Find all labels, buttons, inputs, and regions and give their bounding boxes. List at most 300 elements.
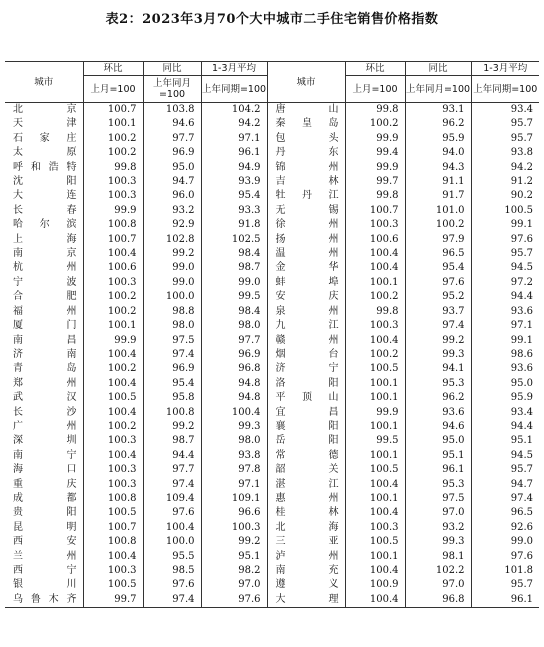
avg-value: 98.0 (201, 434, 267, 448)
header-yoy-right: 同比 (405, 62, 471, 76)
header-avg-left: 1-3月平均 (201, 62, 267, 76)
avg-value: 93.6 (471, 362, 539, 376)
avg-value: 94.5 (471, 261, 539, 275)
city-name: 岳 阳 (267, 434, 345, 448)
city-name: 西 安 (13, 536, 77, 548)
city-name: 兰 州 (13, 550, 77, 562)
mom-value: 100.5 (345, 463, 405, 477)
city-name: 南 充 (267, 564, 345, 578)
avg-value: 97.7 (201, 334, 267, 348)
mom-value: 99.8 (345, 103, 405, 118)
city-name: 南 昌 (13, 334, 77, 346)
table-row (5, 492, 539, 506)
table-row (5, 117, 539, 131)
yoy-value: 97.4 (143, 593, 201, 608)
city-name: 青 岛 (13, 363, 77, 375)
mom-value: 100.9 (345, 578, 405, 592)
table-row (5, 305, 539, 319)
yoy-value: 93.6 (405, 406, 471, 420)
mom-value: 100.3 (83, 175, 143, 189)
yoy-value: 93.2 (143, 204, 201, 218)
yoy-value: 95.4 (143, 377, 201, 391)
avg-value: 96.8 (201, 362, 267, 376)
avg-value: 94.9 (201, 161, 267, 175)
table-row (5, 521, 539, 535)
yoy-value: 100.0 (143, 290, 201, 304)
yoy-value: 100.0 (143, 535, 201, 549)
avg-value: 97.8 (201, 463, 267, 477)
yoy-value: 97.6 (143, 578, 201, 592)
mom-value: 100.2 (83, 305, 143, 319)
mom-value: 100.4 (345, 564, 405, 578)
mom-value: 100.2 (83, 146, 143, 160)
table-row (5, 593, 539, 608)
city-name: 呼和浩特 (13, 161, 77, 173)
yoy-value: 97.7 (143, 132, 201, 146)
yoy-value: 99.0 (143, 261, 201, 275)
yoy-value: 97.0 (405, 506, 471, 520)
header-mom-left: 环比 (83, 62, 143, 76)
avg-value: 95.1 (201, 550, 267, 564)
city-name: 洛 阳 (267, 377, 345, 391)
yoy-value: 97.7 (143, 463, 201, 477)
yoy-value: 99.2 (143, 247, 201, 261)
avg-value: 98.0 (201, 319, 267, 333)
yoy-value: 94.6 (143, 117, 201, 131)
city-name: 沈 阳 (13, 176, 77, 188)
yoy-value: 99.2 (143, 420, 201, 434)
city-name: 无 锡 (267, 204, 345, 218)
mom-value: 100.7 (83, 521, 143, 535)
yoy-value: 97.4 (405, 319, 471, 333)
avg-value: 99.1 (471, 334, 539, 348)
city-name: 秦皇岛 (267, 117, 345, 131)
yoy-value: 98.5 (143, 564, 201, 578)
avg-value: 94.5 (471, 449, 539, 463)
city-name: 温 州 (267, 247, 345, 261)
mom-value: 100.4 (345, 593, 405, 608)
yoy-value: 95.0 (143, 161, 201, 175)
yoy-value: 96.9 (143, 362, 201, 376)
table-row (5, 290, 539, 304)
yoy-value: 96.5 (405, 247, 471, 261)
yoy-value: 92.9 (143, 218, 201, 232)
table-row (5, 478, 539, 492)
table-row (5, 261, 539, 275)
avg-value: 93.4 (471, 103, 539, 118)
avg-value: 97.1 (201, 132, 267, 146)
avg-value: 95.1 (471, 434, 539, 448)
city-name: 乌鲁木齐 (5, 593, 83, 608)
table-row (5, 132, 539, 146)
city-name: 南 宁 (13, 449, 77, 461)
yoy-value: 95.5 (143, 550, 201, 564)
yoy-value: 102.8 (143, 233, 201, 247)
mom-value: 100.6 (83, 261, 143, 275)
mom-value: 100.3 (83, 276, 143, 290)
yoy-value: 95.9 (405, 132, 471, 146)
avg-value: 91.2 (471, 175, 539, 189)
city-name: 吉 林 (267, 175, 345, 189)
table-row (5, 362, 539, 376)
mom-value: 99.7 (345, 175, 405, 189)
yoy-value: 99.2 (405, 334, 471, 348)
city-name: 重 庆 (13, 478, 77, 490)
yoy-value: 95.3 (405, 377, 471, 391)
yoy-value: 96.2 (405, 117, 471, 131)
avg-value: 95.0 (471, 377, 539, 391)
avg-value: 100.5 (471, 204, 539, 218)
yoy-value: 95.3 (405, 478, 471, 492)
table-row (5, 161, 539, 175)
avg-value: 94.4 (471, 290, 539, 304)
city-name: 丹 东 (267, 146, 345, 160)
avg-value: 97.6 (201, 593, 267, 608)
price-index-table (5, 61, 539, 608)
mom-value: 100.1 (83, 117, 143, 131)
yoy-value: 97.4 (143, 348, 201, 362)
yoy-value: 97.5 (143, 334, 201, 348)
yoy-value: 91.7 (405, 189, 471, 203)
avg-value: 93.8 (201, 449, 267, 463)
yoy-value: 94.3 (405, 161, 471, 175)
avg-value: 96.9 (201, 348, 267, 362)
mom-value: 99.4 (345, 146, 405, 160)
mom-value: 100.1 (83, 319, 143, 333)
yoy-value: 97.6 (405, 276, 471, 290)
yoy-value: 96.8 (405, 593, 471, 608)
city-name: 安 庆 (267, 290, 345, 304)
avg-value: 98.4 (201, 247, 267, 261)
table-row (5, 449, 539, 463)
city-name: 杭 州 (13, 262, 77, 274)
table-row (5, 550, 539, 564)
table-row (5, 535, 539, 549)
mom-value: 99.9 (345, 161, 405, 175)
header-mom-right: 环比 (345, 62, 405, 76)
yoy-value: 103.8 (143, 103, 201, 118)
yoy-value: 109.4 (143, 492, 201, 506)
city-name: 平顶山 (267, 391, 345, 405)
yoy-value: 97.5 (405, 492, 471, 506)
city-name: 银 川 (13, 579, 77, 591)
avg-value: 104.2 (201, 103, 267, 118)
city-name: 唐 山 (267, 103, 345, 118)
yoy-value: 100.8 (143, 406, 201, 420)
mom-value: 100.2 (83, 290, 143, 304)
avg-value: 97.1 (471, 319, 539, 333)
city-name: 九 江 (267, 319, 345, 333)
city-name: 牡丹江 (267, 189, 345, 203)
mom-value: 100.7 (345, 204, 405, 218)
mom-value: 100.3 (83, 478, 143, 492)
mom-value: 100.1 (345, 550, 405, 564)
mom-value: 99.8 (345, 305, 405, 319)
mom-value: 100.4 (83, 348, 143, 362)
mom-value: 99.7 (83, 593, 143, 608)
mom-value: 100.4 (345, 261, 405, 275)
avg-value: 94.2 (471, 161, 539, 175)
city-name: 哈尔滨 (13, 219, 77, 231)
city-name: 宁 波 (13, 276, 77, 288)
table-row (5, 189, 539, 203)
mom-value: 99.8 (345, 189, 405, 203)
city-name: 锦 州 (267, 161, 345, 175)
mom-value: 100.1 (345, 391, 405, 405)
city-name: 北 海 (267, 521, 345, 535)
header-avg-right: 1-3月平均 (471, 62, 539, 76)
yoy-value: 94.0 (405, 146, 471, 160)
avg-value: 93.3 (201, 204, 267, 218)
mom-value: 99.9 (345, 406, 405, 420)
avg-value: 96.1 (201, 146, 267, 160)
avg-value: 96.5 (471, 506, 539, 520)
mom-value: 100.2 (83, 132, 143, 146)
avg-value: 94.7 (471, 478, 539, 492)
city-name: 石家庄 (13, 132, 77, 144)
avg-value: 95.9 (471, 391, 539, 405)
avg-value: 95.7 (471, 463, 539, 477)
city-name: 海 口 (13, 464, 77, 476)
avg-value: 97.6 (471, 550, 539, 564)
subheader-mom-right: 上月=100 (345, 76, 405, 103)
city-name: 深 圳 (13, 435, 77, 447)
table-row (5, 276, 539, 290)
city-name: 合 肥 (13, 291, 77, 303)
mom-value: 100.4 (83, 550, 143, 564)
city-name: 泸 州 (267, 550, 345, 564)
avg-value: 100.4 (201, 406, 267, 420)
yoy-value: 100.4 (143, 521, 201, 535)
avg-value: 102.5 (201, 233, 267, 247)
city-name: 厦 门 (13, 320, 77, 332)
avg-value: 98.7 (201, 261, 267, 275)
table-row (5, 319, 539, 333)
city-name: 包 头 (267, 132, 345, 146)
avg-value: 94.2 (201, 117, 267, 131)
yoy-value: 97.4 (143, 478, 201, 492)
table-body (5, 103, 539, 608)
avg-value: 100.3 (201, 521, 267, 535)
mom-value: 100.7 (83, 103, 143, 118)
yoy-value: 98.7 (143, 434, 201, 448)
mom-value: 100.1 (345, 276, 405, 290)
city-name: 遵 义 (267, 578, 345, 592)
avg-value: 101.8 (471, 564, 539, 578)
city-name: 徐 州 (267, 218, 345, 232)
avg-value: 91.8 (201, 218, 267, 232)
mom-value: 100.2 (83, 420, 143, 434)
yoy-value: 96.0 (143, 189, 201, 203)
avg-value: 94.8 (201, 377, 267, 391)
mom-value: 100.2 (345, 348, 405, 362)
avg-value: 99.0 (201, 276, 267, 290)
city-name: 武 汉 (13, 392, 77, 404)
city-name: 襄 阳 (267, 420, 345, 434)
table-row (5, 463, 539, 477)
table-row (5, 175, 539, 189)
header-city-left: 城市 (5, 62, 83, 103)
city-name: 长 沙 (13, 406, 77, 418)
avg-value: 95.7 (471, 247, 539, 261)
city-name: 湛 江 (267, 478, 345, 492)
table-row (5, 334, 539, 348)
table-row (5, 406, 539, 420)
city-name: 泉 州 (267, 305, 345, 319)
avg-value: 99.5 (201, 290, 267, 304)
avg-value: 99.1 (471, 218, 539, 232)
city-name: 常 德 (267, 449, 345, 463)
avg-value: 95.7 (471, 117, 539, 131)
table-row (5, 247, 539, 261)
mom-value: 100.2 (83, 362, 143, 376)
yoy-value: 96.1 (405, 463, 471, 477)
yoy-value: 94.6 (405, 420, 471, 434)
mom-value: 100.8 (83, 218, 143, 232)
yoy-value: 97.9 (405, 233, 471, 247)
mom-value: 100.1 (345, 449, 405, 463)
table-row (5, 564, 539, 578)
city-name: 济 宁 (267, 362, 345, 376)
mom-value: 100.2 (345, 117, 405, 131)
city-name: 昆 明 (13, 521, 77, 533)
city-name: 上 海 (13, 233, 77, 245)
mom-value: 100.5 (83, 391, 143, 405)
mom-value: 100.1 (345, 492, 405, 506)
table-row (5, 434, 539, 448)
header-yoy-left: 同比 (143, 62, 201, 76)
table-row (5, 506, 539, 520)
mom-value: 100.3 (345, 218, 405, 232)
mom-value: 100.3 (345, 319, 405, 333)
avg-value: 93.6 (471, 305, 539, 319)
mom-value: 100.4 (345, 506, 405, 520)
avg-value: 94.8 (201, 391, 267, 405)
table-title: 表2：2023年3月70个大中城市二手住宅销售价格指数 (105, 12, 439, 27)
avg-value: 109.1 (201, 492, 267, 506)
subheader-yoy-right: 上年同月=100 (405, 76, 471, 103)
avg-value: 98.4 (201, 305, 267, 319)
subheader-avg-right: 上年同期=100 (471, 76, 539, 103)
yoy-value: 97.6 (143, 506, 201, 520)
city-name: 扬 州 (267, 233, 345, 247)
mom-value: 100.4 (345, 478, 405, 492)
mom-value: 100.1 (345, 420, 405, 434)
yoy-value: 94.4 (143, 449, 201, 463)
subheader-yoy-left: 上年同月=100 (143, 76, 201, 103)
city-name: 郑 州 (13, 377, 77, 389)
yoy-value: 95.0 (405, 434, 471, 448)
avg-value: 90.2 (471, 189, 539, 203)
avg-value: 99.2 (201, 535, 267, 549)
avg-value: 98.6 (471, 348, 539, 362)
mom-value: 100.8 (83, 535, 143, 549)
yoy-value: 93.2 (405, 521, 471, 535)
mom-value: 100.4 (345, 334, 405, 348)
avg-value: 93.9 (201, 175, 267, 189)
table-row (5, 233, 539, 247)
yoy-value: 100.2 (405, 218, 471, 232)
avg-value: 99.3 (201, 420, 267, 434)
avg-value: 94.4 (471, 420, 539, 434)
city-name: 广 州 (13, 420, 77, 432)
city-name: 长 春 (13, 204, 77, 216)
mom-value: 100.4 (83, 247, 143, 261)
mom-value: 100.3 (83, 463, 143, 477)
yoy-value: 95.2 (405, 290, 471, 304)
avg-value: 97.0 (201, 578, 267, 592)
city-name: 福 州 (13, 305, 77, 317)
yoy-value: 93.1 (405, 103, 471, 118)
mom-value: 100.4 (345, 247, 405, 261)
city-name: 成 都 (13, 492, 77, 504)
yoy-value: 98.1 (405, 550, 471, 564)
mom-value: 100.5 (345, 535, 405, 549)
mom-value: 100.7 (83, 233, 143, 247)
table-row (5, 103, 539, 118)
avg-value: 95.4 (201, 189, 267, 203)
mom-value: 99.9 (83, 334, 143, 348)
mom-value: 100.3 (83, 189, 143, 203)
mom-value: 99.5 (345, 434, 405, 448)
avg-value: 99.0 (471, 535, 539, 549)
mom-value: 100.2 (345, 290, 405, 304)
avg-value: 96.1 (471, 593, 539, 608)
city-name: 三 亚 (267, 535, 345, 549)
city-name: 北 京 (13, 104, 77, 115)
city-name: 惠 州 (267, 492, 345, 506)
avg-value: 93.4 (471, 406, 539, 420)
mom-value: 100.6 (345, 233, 405, 247)
mom-value: 100.3 (345, 521, 405, 535)
yoy-value: 97.0 (405, 578, 471, 592)
city-name: 南 京 (13, 248, 77, 260)
yoy-value: 99.3 (405, 348, 471, 362)
mom-value: 100.4 (83, 406, 143, 420)
avg-value: 95.7 (471, 132, 539, 146)
subheader-avg-left: 上年同期=100 (201, 76, 267, 103)
mom-value: 100.5 (83, 506, 143, 520)
yoy-value: 98.0 (143, 319, 201, 333)
avg-value: 98.2 (201, 564, 267, 578)
city-name: 蚌 埠 (267, 276, 345, 290)
yoy-value: 91.1 (405, 175, 471, 189)
table-row (5, 578, 539, 592)
yoy-value: 99.0 (143, 276, 201, 290)
yoy-value: 95.8 (143, 391, 201, 405)
city-name: 韶 关 (267, 463, 345, 477)
city-name: 大 理 (267, 593, 345, 608)
yoy-value: 98.8 (143, 305, 201, 319)
city-name: 大 连 (13, 190, 77, 202)
avg-value: 93.8 (471, 146, 539, 160)
yoy-value: 94.1 (405, 362, 471, 376)
mom-value: 100.3 (83, 564, 143, 578)
yoy-value: 93.7 (405, 305, 471, 319)
yoy-value: 101.0 (405, 204, 471, 218)
header-city-right: 城市 (267, 62, 345, 103)
mom-value: 100.5 (345, 362, 405, 376)
city-name: 赣 州 (267, 334, 345, 348)
mom-value: 100.1 (345, 377, 405, 391)
table-row (5, 377, 539, 391)
mom-value: 100.5 (83, 578, 143, 592)
avg-value: 97.2 (471, 276, 539, 290)
city-name: 桂 林 (267, 506, 345, 520)
table-row (5, 146, 539, 160)
yoy-value: 95.1 (405, 449, 471, 463)
mom-value: 100.8 (83, 492, 143, 506)
